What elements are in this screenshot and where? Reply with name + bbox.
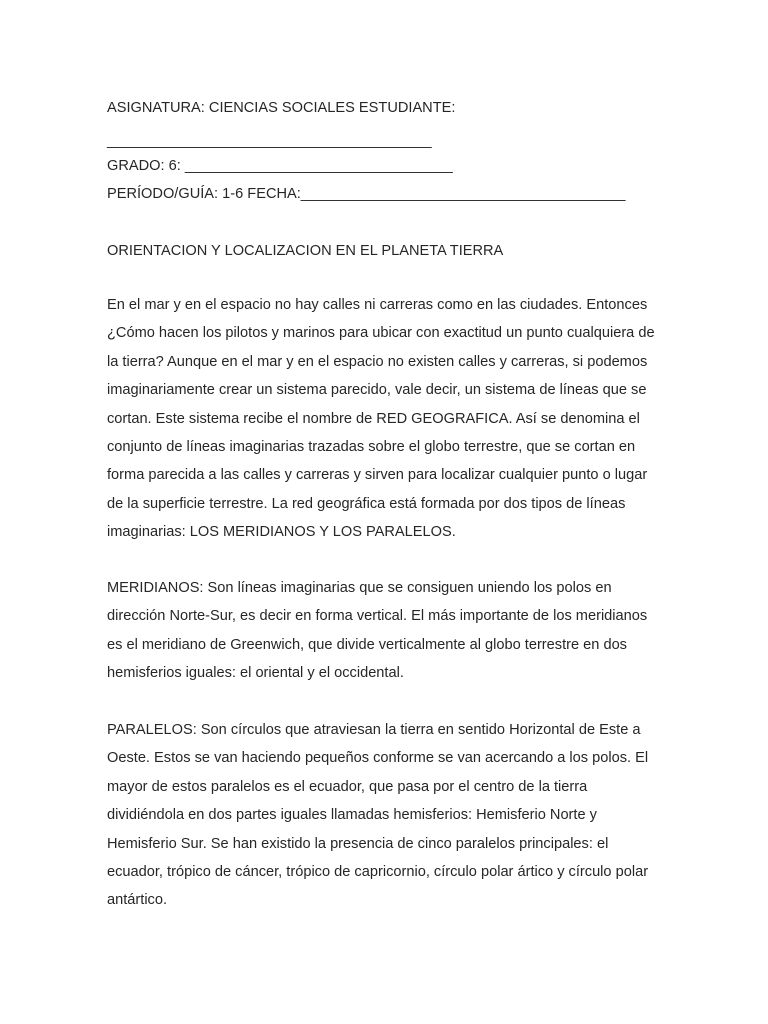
paragraph-paralelos: PARALELOS: Son círculos que atraviesan la tierra en sentido Horizontal de Este a Oeste. Estos se van haciendo pequeños conforme se van acercando a los polos. El mayor de estos paralelos es el ecuador, que pasa por el centro de la tierra dividiéndola en dos partes iguales llamadas hemisferios: Hemisferio Norte y Hemisferio Sur. Se han existido la presencia de cinco paralelos principales: el ecuador, trópico de cáncer, trópico de capricornio, círculo polar ártico y círculo polar antártico. bbox=[107, 722, 649, 909]
subject-line: ASIGNATURA: CIENCIAS SOCIALES ESTUDIANTE: bbox=[107, 100, 456, 116]
paragraph-red-geografica: En el mar y en el espacio no hay calles ni carreras como en las ciudades. Entonces ¿Cómo hacen los pilotos y marinos para ubicar con exactitud un punto cualquiera de la tierra? Aunque en el mar y en el espacio no existen calles y carreras, si podemos imaginariamente crear un sistema parecido, vale decir, un sistema de líneas que se cortan. Este sistema recibe el nombre de RED GEOGRAFICA. Así se denomina el conjunto de líneas imaginarias trazadas sobre el globo terrestre, que se cortan en forma parecida a las calles y carreras y sirven para localizar cualquier punto o lugar de la superficie terrestre. La red geográfica está formada por dos tipos de líneas imaginarias: LOS MERIDIANOS Y LOS PARALELOS. bbox=[107, 297, 655, 541]
grade-line: GRADO: 6: _________________________________ bbox=[107, 158, 453, 174]
period-date-line: PERÍODO/GUÍA: 1-6 FECHA:________________________________________ bbox=[107, 186, 626, 202]
paragraph-meridianos: MERIDIANOS: Son líneas imaginarias que se consiguen uniendo los polos en dirección Norte-Sur, es decir en forma vertical. El más importante de los meridianos es el meridiano de Greenwich, que divide verticalmente al globo terrestre en dos hemisferios iguales: el oriental y el occidental. bbox=[107, 580, 648, 682]
document-title: ORIENTACION Y LOCALIZACION EN EL PLANETA TIERRA bbox=[107, 243, 504, 259]
student-name-blank: ________________________________________ bbox=[107, 133, 432, 149]
